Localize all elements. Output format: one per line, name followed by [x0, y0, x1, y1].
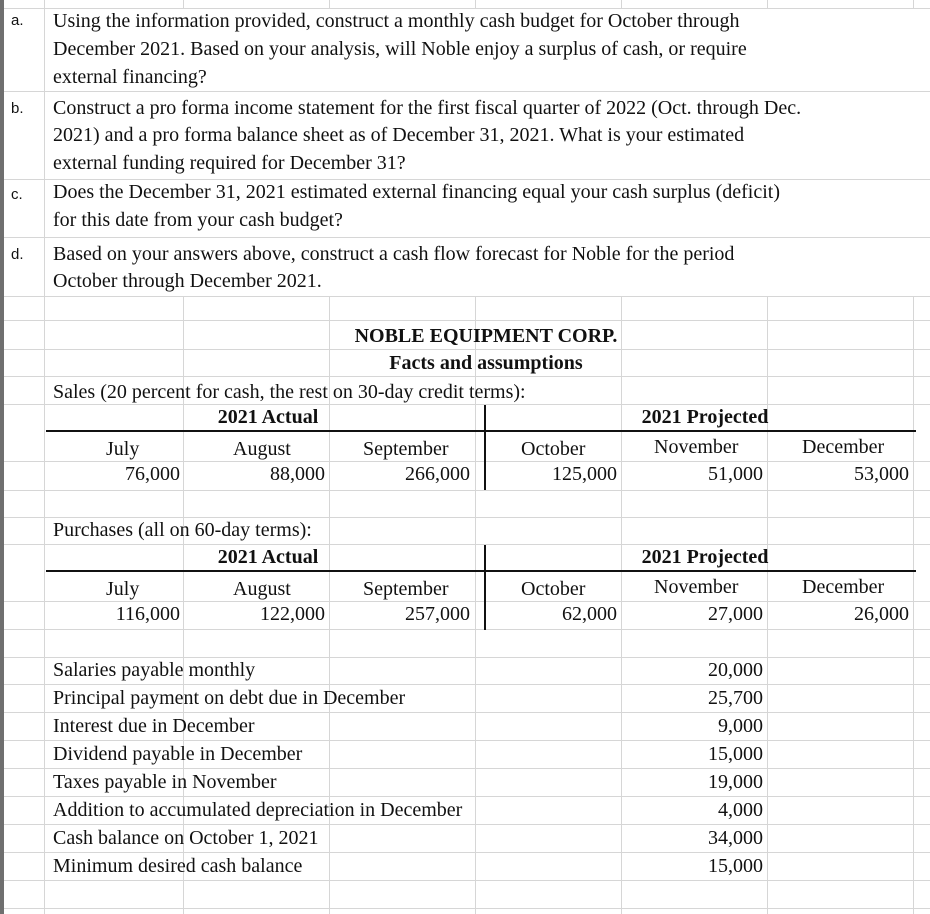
purchases-projected-header: 2021 Projected [641, 546, 769, 568]
sales-month: November [654, 436, 739, 458]
assumption-label: Cash balance on October 1, 2021 [53, 827, 319, 849]
sales-value: 53,000 [854, 463, 909, 485]
purchases-divider [484, 545, 486, 630]
question-label: b. [11, 100, 24, 117]
purchases-month: October [521, 578, 586, 600]
purchases-caption: Purchases (all on 60-day terms): [53, 519, 312, 541]
question-d-line: Based on your answers above, construct a cash flow forecast for Noble for the period [53, 243, 735, 265]
grid-row-line [0, 320, 930, 321]
sales-month: October [521, 438, 586, 460]
grid-row-line [0, 908, 930, 909]
purchases-month: November [654, 576, 739, 598]
sales-value: 51,000 [708, 463, 763, 485]
facts-subtitle: Facts and assumptions [389, 352, 583, 374]
sales-value: 88,000 [270, 463, 325, 485]
question-label: a. [11, 12, 24, 29]
question-b-line: external funding required for December 31? [53, 152, 406, 174]
question-c-line: for this date from your cash budget? [53, 209, 343, 231]
assumption-value: 4,000 [718, 799, 763, 821]
purchases-value: 26,000 [854, 603, 909, 625]
purchases-month: December [802, 576, 885, 598]
question-d-line: October through December 2021. [53, 270, 322, 292]
grid-row-line [0, 629, 930, 630]
sales-actual-header: 2021 Actual [217, 406, 319, 428]
question-a-line: December 2021. Based on your analysis, will Noble enjoy a surplus of cash, or require [53, 38, 747, 60]
sales-value: 76,000 [125, 463, 180, 485]
assumption-label: Salaries payable monthly [53, 659, 256, 681]
purchases-value: 116,000 [115, 603, 180, 625]
assumption-label: Minimum desired cash balance [53, 855, 303, 877]
purchases-value: 62,000 [562, 603, 617, 625]
assumption-label: Taxes payable in November [53, 771, 277, 793]
assumption-value: 25,700 [708, 687, 763, 709]
sales-month: December [802, 436, 885, 458]
sales-value: 125,000 [552, 463, 617, 485]
assumption-label: Interest due in December [53, 715, 255, 737]
company-title: NOBLE EQUIPMENT CORP. [354, 325, 618, 347]
assumption-label: Dividend payable in December [53, 743, 303, 765]
question-b-line: 2021) and a pro forma balance sheet as of December 31, 2021. What is your estimated [53, 124, 745, 146]
question-label: c. [11, 186, 23, 203]
grid-row-line [0, 296, 930, 297]
purchases-actual-header: 2021 Actual [217, 546, 319, 568]
sales-value: 266,000 [405, 463, 470, 485]
sales-projected-header: 2021 Projected [641, 406, 769, 428]
purchases-header-rule [46, 570, 916, 572]
grid-row-line [0, 544, 930, 545]
question-c-line: Does the December 31, 2021 estimated external financing equal your cash surplus (deficit) [53, 181, 780, 203]
row-header-edge [0, 0, 4, 914]
question-label: d. [11, 246, 24, 263]
purchases-month: July [106, 578, 140, 600]
assumption-value: 9,000 [718, 715, 763, 737]
assumption-value: 15,000 [708, 855, 763, 877]
sales-header-rule [46, 430, 916, 432]
purchases-value: 27,000 [708, 603, 763, 625]
question-b-line: Construct a pro forma income statement for the first fiscal quarter of 2022 (Oct. through Dec. [53, 97, 802, 119]
sales-month: July [106, 438, 140, 460]
question-a-line: external financing? [53, 66, 207, 88]
sales-month: September [363, 438, 449, 460]
grid-row-line [0, 880, 930, 881]
assumption-value: 15,000 [708, 743, 763, 765]
question-a-line: Using the information provided, construct a monthly cash budget for October through [53, 10, 740, 32]
purchases-value: 122,000 [260, 603, 325, 625]
grid-row-line [0, 490, 930, 491]
purchases-month: August [233, 578, 291, 600]
assumption-value: 34,000 [708, 827, 763, 849]
sales-month: August [233, 438, 291, 460]
assumption-label: Principal payment on debt due in December [53, 687, 406, 709]
assumption-label: Addition to accumulated depreciation in December [53, 799, 463, 821]
assumption-value: 19,000 [708, 771, 763, 793]
sales-divider [484, 405, 486, 490]
sales-caption: Sales (20 percent for cash, the rest on 30-day credit terms): [53, 381, 526, 403]
purchases-month: September [363, 578, 449, 600]
assumption-value: 20,000 [708, 659, 763, 681]
purchases-value: 257,000 [405, 603, 470, 625]
